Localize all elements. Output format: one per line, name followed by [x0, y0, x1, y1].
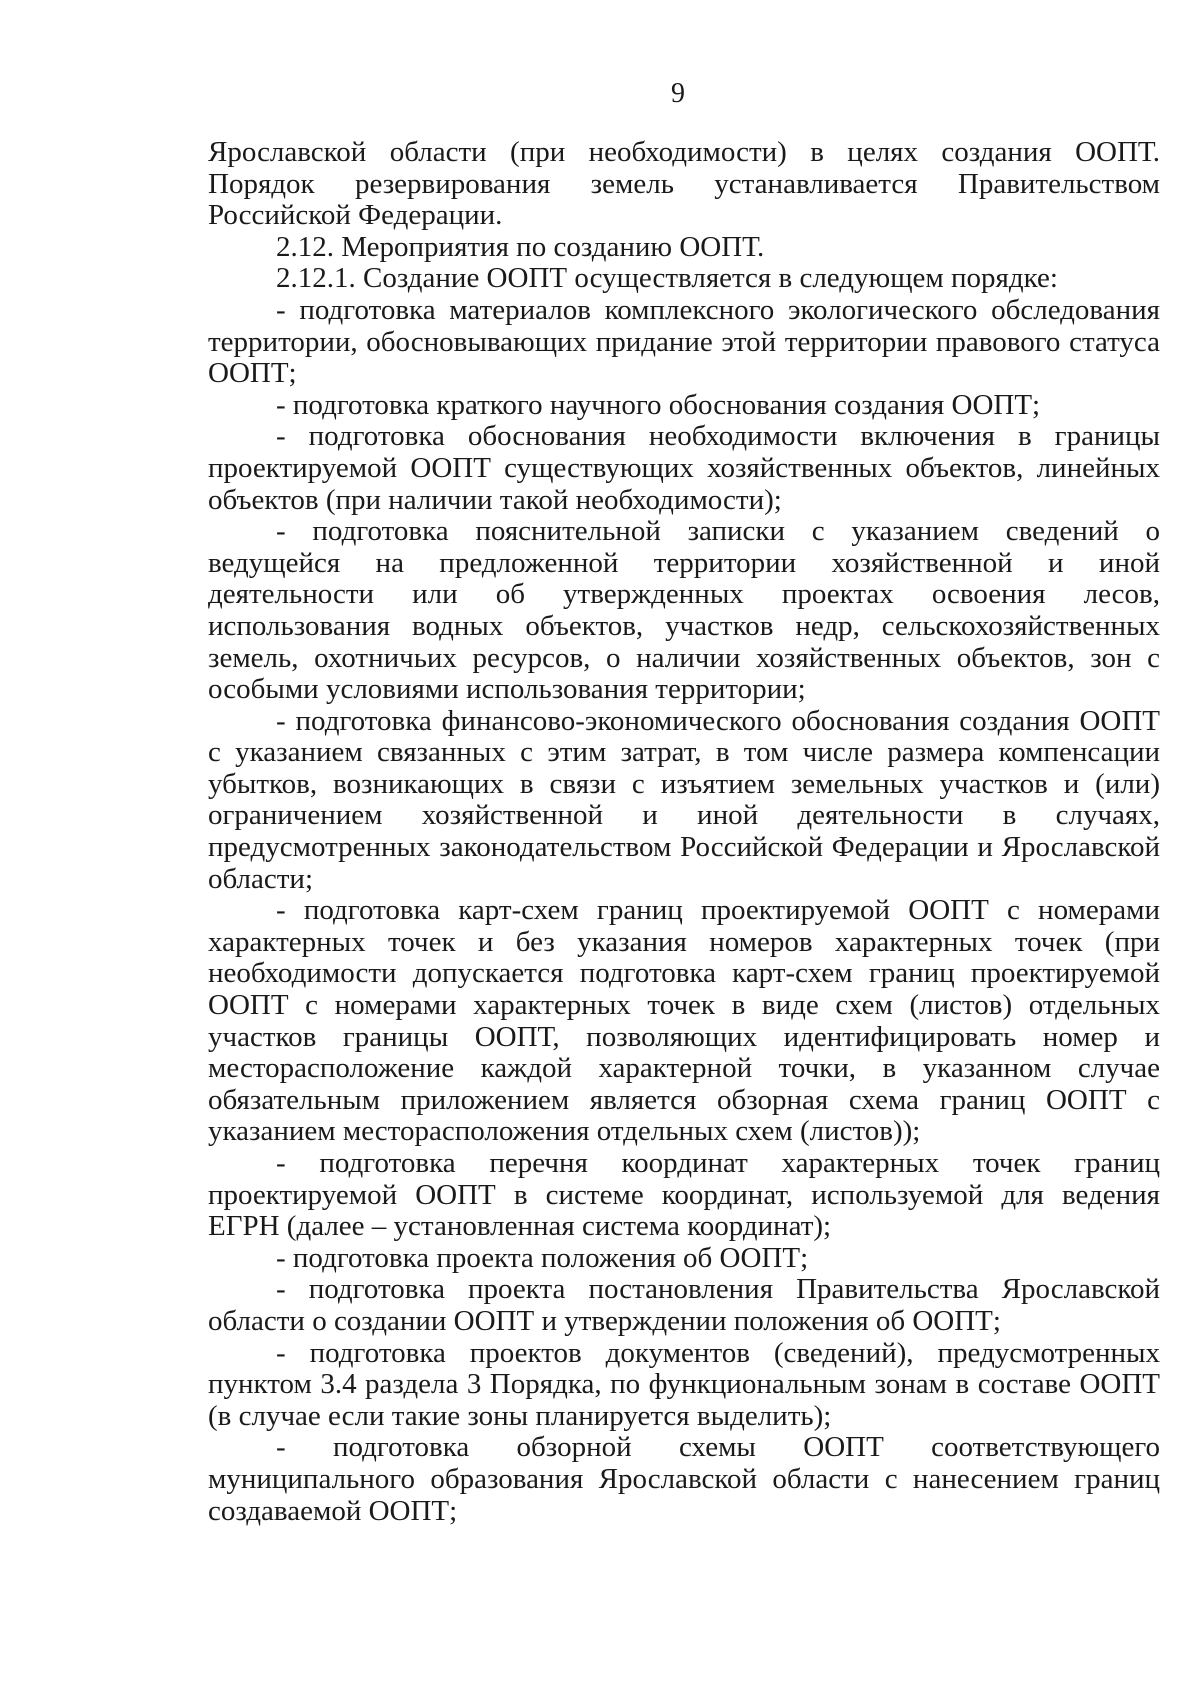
paragraph: - подготовка перечня координат характерных точек границ проектируемой ООПТ в системе координат, используемой для ведения ЕГРН (далее – установленная система координат); — [208, 1147, 1160, 1243]
paragraph: - подготовка проектов документов (сведений), предусмотренных пунктом 3.4 раздела 3 Порядка, по функциональным зонам в составе ООПТ (в случае если такие зоны планируется выделить); — [208, 1336, 1160, 1432]
paragraph: - подготовка обоснования необходимости включения в границы проектируемой ООПТ существующих хозяйственных объектов, линейных объектов (при наличии такой необходимости); — [208, 420, 1160, 516]
paragraph: - подготовка карт-схем границ проектируемой ООПТ с номерами характерных точек и без указания номеров характерных точек (при необходимости допускается подготовка карт-схем границ проектируемой ООПТ с номерами характерных точек в виде схем (листов) отдельных участков границы ООПТ, позволяющих идентифицировать номер и месторасположение каждой характерной точки, в указанном случае обязательным приложением является обзорная схема границ ООПТ с указанием месторасположения отдельных схем (листов)); — [208, 894, 1160, 1148]
paragraph: - подготовка обзорной схемы ООПТ соответствующего муниципального образования Ярославской области с нанесением границ создаваемой ООПТ; — [208, 1431, 1160, 1527]
paragraph: - подготовка финансово-экономического обоснования создания ООПТ с указанием связанных с этим затрат, в том числе размера компенсации убытков, возникающих в связи с изъятием земельных участков и (или) ограничением хозяйственной и иной деятельности в случаях, предусмотренных законодательством Российской Федерации и Ярославской области; — [208, 704, 1160, 895]
paragraph: - подготовка краткого научного обоснования создания ООПТ; — [276, 388, 1041, 421]
paragraph: - подготовка проекта постановления Правительства Ярославской области о создании ООПТ и утверждении положения об ООПТ; — [208, 1273, 1160, 1337]
paragraph: 2.12. Мероприятия по созданию ООПТ. — [276, 230, 765, 263]
paragraph: 2.12.1. Создание ООПТ осуществляется в следующем порядке: — [276, 262, 1058, 295]
paragraph: - подготовка проекта положения об ООПТ; — [276, 1241, 809, 1274]
paragraph: - подготовка пояснительной записки с указанием сведений о ведущейся на предложенной территории хозяйственной и иной деятельности или об утвержденных проектах освоения лесов, использования водных объектов, участков недр, сельскохозяйственных земель, охотничьих ресурсов, о наличии хозяйственных объектов, зон с особыми условиями использования территории; — [208, 515, 1160, 706]
document-body — [208, 137, 1160, 1527]
page-number: 9 — [671, 78, 685, 109]
paragraph: Ярославской области (при необходимости) в целях создания ООПТ. Порядок резервирования земель устанавливается Правительством Российской Федерации. — [208, 136, 1160, 232]
paragraph: - подготовка материалов комплексного экологического обследования территории, обосновывающих придание этой территории правового статуса ООПТ; — [208, 293, 1160, 390]
